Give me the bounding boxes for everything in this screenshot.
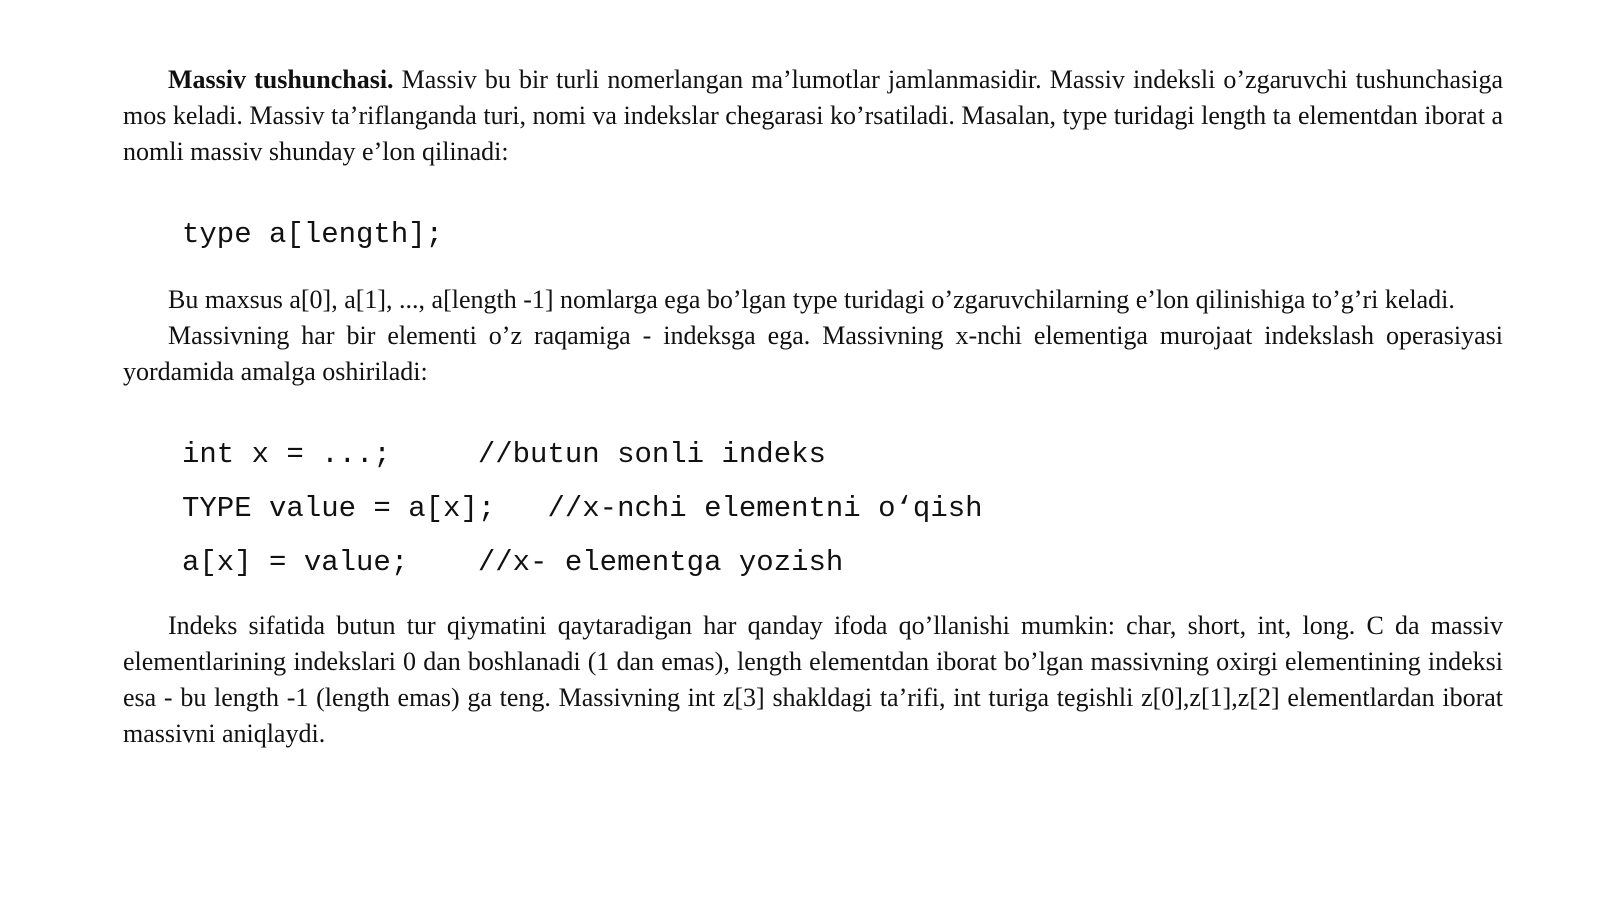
section-heading: Massiv tushunchasi. [168, 65, 394, 94]
code-block-indexing [182, 428, 1503, 590]
code-block-declaration [182, 208, 1503, 262]
code-line: TYPE value = a[x]; //x-nchi elementni o‘qish [182, 492, 983, 525]
paragraph-text: Massiv bu bir turli nomerlangan ma’lumotlar jamlanmasidir. Massiv indeksli o’zgaruvchi tushunchasiga mos keladi. Massiv ta’riflanganda turi, nomi va indekslar chegarasi ko’rsatiladi. Masalan, type turidagi length ta elementdan iborat a nomli massiv shunday e’lon qilinadi: [123, 65, 1503, 166]
code-line: type a[length]; [182, 218, 444, 251]
code-line: a[x] = value; //x- elementga yozish [182, 546, 844, 579]
paragraph-declaration-meaning: Bu maxsus a[0], a[1], ..., a[length -1] nomlarga ega bo’lgan type turidagi o’zgaruvchilarning e’lon qilinishiga to’g’ri keladi. [168, 285, 1455, 314]
paragraph-array-concept [123, 62, 1503, 170]
paragraph-indexing: Massivning har bir elementi o’z raqamiga - indeksga ega. Massivning x-nchi elementiga murojaat indekslash operasiyasi yordamida amalga oshiriladi: [123, 321, 1503, 386]
document-page [123, 62, 1503, 752]
code-line: int x = ...; //butun sonli indeks [182, 438, 826, 471]
paragraph-index-types: Indeks sifatida butun tur qiymatini qaytaradigan har qanday ifoda qo’llanishi mumkin: char, short, int, long. C da massiv elementlarining indekslari 0 dan boshlanadi (1 dan emas), length elementdan iborat bo’lgan massivning oxirgi elementining indeksi esa - bu length -1 (length emas) ga teng. Massivning int z[3] shakldagi ta’rifi, int turiga tegishli z[0],z[1],z[2] elementlardan iborat massivni aniqlaydi. [123, 611, 1503, 748]
